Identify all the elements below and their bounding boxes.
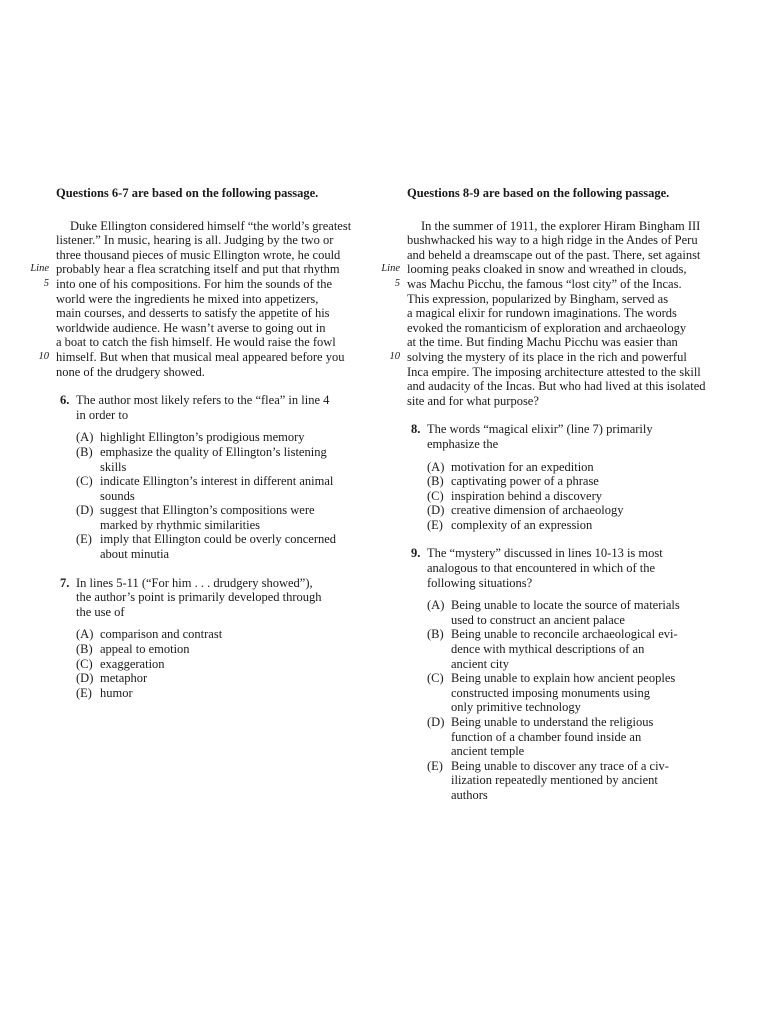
option-letter: (B) — [427, 627, 444, 642]
line-number-10: 10 — [38, 350, 49, 362]
option-text: emphasize the quality of Ellington’s listening — [100, 444, 327, 459]
option-text: Being unable to reconcile archaeological evi- — [451, 627, 678, 642]
passage-line: a boat to catch the fish himself. He would raise the fowl — [56, 335, 336, 350]
option-text: only primitive technology — [451, 700, 581, 715]
question-stem — [427, 546, 715, 590]
option-text: inspiration behind a discovery — [451, 488, 603, 503]
answer-option-b[interactable] — [76, 642, 364, 657]
stem-line: The words “magical elixir” (line 7) primarily — [427, 422, 653, 437]
option-text: creative dimension of archaeology — [451, 503, 624, 518]
option-text: Being unable to explain how ancient peoples — [451, 671, 676, 686]
option-text: motivation for an expedition — [451, 459, 594, 474]
option-letter: (C) — [427, 488, 444, 503]
question-7 — [56, 576, 364, 701]
option-letter: (E) — [427, 758, 443, 773]
line-number-5: 5 — [394, 277, 400, 289]
option-text: dence with mythical descriptions of an — [451, 642, 645, 657]
passage-heading: Questions 6-7 are based on the following passage. — [56, 186, 319, 200]
passage-line-text: looming peaks cloaked in snow and wreathed in clouds, — [407, 262, 687, 277]
answer-option-c[interactable] — [76, 474, 364, 503]
passage-line: listener.” In music, hearing is all. Judging by the two or — [56, 233, 334, 248]
answer-option-e[interactable] — [427, 759, 715, 803]
option-text: authors — [451, 787, 488, 802]
option-text: humor — [100, 685, 133, 700]
option-letter: (E) — [427, 517, 443, 532]
question-number: 6. — [60, 393, 70, 408]
question-number: 9. — [411, 546, 421, 561]
option-text: Being unable to locate the source of materials — [451, 598, 680, 613]
passage-line — [394, 276, 715, 292]
stem-line: emphasize the — [427, 436, 499, 451]
option-text: ancient temple — [451, 744, 525, 759]
question-stem — [76, 576, 364, 620]
stem-line: in order to — [76, 407, 129, 422]
answer-option-c[interactable] — [76, 657, 364, 672]
question-stem — [427, 422, 715, 451]
passage-line — [30, 262, 364, 277]
passage-line: world were the ingredients he mixed into appetizers, — [56, 291, 319, 306]
passage-line-text: was Machu Picchu, the famous “lost city” of the Incas. — [407, 276, 682, 291]
answer-option-e[interactable] — [76, 686, 364, 701]
question-6 — [56, 393, 364, 562]
answer-option-d[interactable] — [427, 503, 715, 518]
question-8 — [407, 422, 715, 532]
answer-option-a[interactable] — [427, 598, 715, 627]
passage-line: worldwide audience. He wasn’t averse to going out in — [56, 320, 326, 335]
passage-line: three thousand pieces of music Ellington wrote, he could — [56, 247, 341, 262]
passage-line — [38, 349, 364, 365]
option-text: marked by rhythmic similarities — [100, 517, 261, 532]
option-letter: (D) — [427, 715, 445, 729]
line-marker: Line — [30, 263, 49, 275]
answer-option-d[interactable] — [76, 671, 364, 686]
question-stem — [76, 393, 364, 422]
answer-option-a[interactable] — [76, 627, 364, 642]
option-text: imply that Ellington could be overly concerned — [100, 532, 337, 547]
option-text: appeal to emotion — [100, 642, 190, 657]
option-text: ancient city — [451, 656, 509, 671]
passage-line — [389, 349, 715, 365]
option-letter: (E) — [76, 532, 92, 547]
passage-line — [43, 276, 364, 292]
passage-line: and audacity of the Incas. But who had lived at this isolated — [407, 379, 706, 394]
answer-option-b[interactable] — [427, 474, 715, 489]
answer-option-e[interactable] — [427, 518, 715, 533]
passage-line: main courses, and desserts to satisfy the appetite of his — [56, 306, 330, 321]
answer-option-e[interactable] — [76, 532, 364, 561]
passage-heading: Questions 8-9 are based on the following passage. — [407, 186, 670, 200]
passage-line: at the time. But finding Machu Picchu was easier than — [407, 335, 678, 350]
passage-line-text: solving the mystery of its place in the rich and powerful — [407, 349, 687, 364]
option-text: metaphor — [100, 671, 148, 686]
answer-option-c[interactable] — [427, 671, 715, 715]
option-letter: (A) — [76, 627, 94, 642]
option-letter: (D) — [76, 671, 94, 686]
option-text: comparison and contrast — [100, 627, 223, 642]
passage-line: bushwhacked his way to a high ridge in the Andes of Peru — [407, 233, 698, 248]
option-text: Being unable to understand the religious — [451, 715, 654, 729]
stem-line: analogous to that encountered in which of the — [427, 561, 656, 576]
passage-line: This expression, popularized by Bingham, served as — [407, 291, 669, 306]
option-letter: (B) — [427, 474, 444, 489]
passage-ellington — [30, 218, 364, 380]
passage-line: evoked the romanticism of exploration and archaeology — [407, 320, 687, 335]
option-letter: (C) — [76, 474, 93, 489]
passage-line-text: himself. But when that musical meal appeared before you — [56, 349, 345, 364]
passage-machu-picchu — [381, 218, 715, 409]
option-letter: (C) — [76, 656, 93, 671]
option-letter: (D) — [76, 503, 94, 518]
stem-line: the use of — [76, 604, 125, 619]
line-number-10: 10 — [389, 350, 400, 362]
option-text: complexity of an expression — [451, 517, 593, 532]
option-letter: (B) — [76, 444, 93, 459]
passage-line-text: probably hear a flea scratching itself and put that rhythm — [56, 262, 340, 277]
option-text: function of a chamber found inside an — [451, 729, 642, 744]
option-text: constructed imposing monuments using — [451, 685, 650, 700]
line-number-5: 5 — [43, 277, 49, 289]
question-9 — [407, 546, 715, 802]
answer-option-a[interactable] — [427, 460, 715, 475]
passage-line: Inca empire. The imposing architecture attested to the skill — [407, 364, 701, 379]
option-text: Being unable to discover any trace of a civ- — [451, 758, 669, 773]
option-letter: (A) — [427, 598, 445, 613]
answer-option-d[interactable] — [427, 715, 715, 759]
stem-line: following situations? — [427, 575, 533, 590]
answer-option-c[interactable] — [427, 489, 715, 504]
stem-line: the author’s point is primarily developed through — [76, 590, 322, 605]
stem-line: The “mystery” discussed in lines 10-13 is most — [427, 546, 663, 561]
question-number: 8. — [411, 422, 421, 437]
stem-line: The author most likely refers to the “flea” in line 4 — [76, 393, 330, 408]
passage-line: In the summer of 1911, the explorer Hiram Bingham III — [421, 218, 701, 233]
line-marker: Line — [381, 263, 400, 275]
passage-line: and beheld a dreamscape out of the past. There, set against — [407, 247, 701, 262]
option-letter: (E) — [76, 685, 92, 700]
passage-line-text: into one of his compositions. For him the sounds of the — [56, 276, 333, 291]
right-column — [381, 186, 715, 803]
option-text: indicate Ellington’s interest in different animal — [100, 474, 334, 489]
question-number: 7. — [60, 575, 70, 590]
stem-line: In lines 5-11 (“For him . . . drudgery showed”), — [76, 575, 313, 590]
passage-line: site and for what purpose? — [407, 393, 539, 408]
answer-option-b[interactable] — [76, 445, 364, 474]
left-column — [30, 186, 364, 700]
option-letter: (A) — [427, 459, 445, 474]
option-text: highlight Ellington’s prodigious memory — [100, 430, 305, 445]
option-text: skills — [100, 459, 127, 474]
option-text: sounds — [100, 488, 135, 503]
option-text: about minutia — [100, 547, 170, 562]
passage-line — [381, 262, 715, 277]
option-letter: (D) — [427, 503, 445, 518]
option-text: suggest that Ellington’s compositions were — [100, 503, 315, 518]
option-text: used to construct an ancient palace — [451, 612, 625, 627]
answer-option-d[interactable] — [76, 503, 364, 532]
answer-option-a[interactable] — [76, 430, 364, 445]
option-letter: (A) — [76, 430, 94, 445]
option-text: ilization repeatedly mentioned by ancient — [451, 773, 658, 788]
passage-line: none of the drudgery showed. — [56, 364, 205, 379]
option-text: exaggeration — [100, 656, 165, 671]
answer-option-b[interactable] — [427, 627, 715, 671]
passage-line: a magical elixir for rundown imaginations. The words — [407, 306, 677, 321]
passage-line: Duke Ellington considered himself “the world’s greatest — [70, 218, 352, 233]
option-letter: (C) — [427, 671, 444, 686]
option-text: captivating power of a phrase — [451, 474, 599, 489]
option-letter: (B) — [76, 642, 93, 657]
